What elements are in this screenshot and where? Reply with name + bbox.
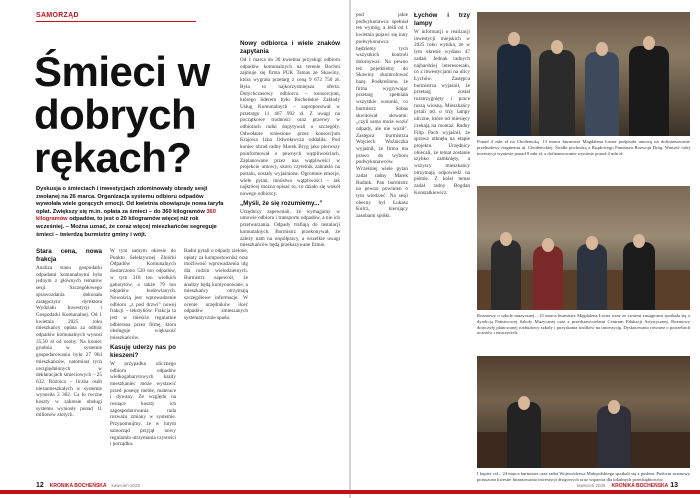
lead-highlight: 360 kilogramów xyxy=(36,208,216,223)
caption-2-text: Rozmowy o szkole muzycznej... 25 marca burmistrz Magdalena Łacna wraz ze swoimi zastępcami spotkała się z dyrekcją Państwowej Szkoły Muzycznej oraz z przedstawicielami Centrum Edukacji Artystycznej. Rozmowy dotyczyły planowanej rozbudowy szkoły i pozyskania środków na inwestycję. Dyskutowano również o potrzebach uczniów i nauczycieli. xyxy=(477,313,690,336)
col4-text: Od 1 marca do 30 kwietnia przysługi odbioru odpadów komunalnych na terenie Bochni zajmuje się firma PUK Tamas ze Skawiny, która wygrała przetarg z ceną 9 672 750 zł. Była to najkorzystniejsza oferta. Dotychczasowy odbiorca – konsorcjum, którego liderem było Bocheńskie Zakłady Usług Komunalnych – zaproponował w przetargu 11 467 992 zł. Z uwagi na początkowe trudności oraz przerwy w odbiorach radni dopytywali o szczegóły. Odwołanie wniesione przez konsorcjum Krajowa Izba Odwoławcza oddaliła. Pod koniec obrad radny Marek Bryg jako pierwszy poinformował o pewnych wątpliwościach. Zaplanowane przez nas wątpliwości w projekcie umowy, skoro czytelnik zabrakło na portalu, zostały wyjaśnione. Ogromnie emocje, wiele pytań, mnóstwo wątpliwości – tak najkrócej można opisać to, co działo się wokół nowego odbiorcy. xyxy=(240,57,340,198)
footer-left xyxy=(36,482,140,489)
brand-right: KRONIKA BOCHEŃSKA xyxy=(611,483,669,489)
date-right: kwiecień 2025 xyxy=(577,483,606,488)
caption-1 xyxy=(477,139,690,156)
col6-text: W informacji o realizacji inwestycji miejskich w 2025 roku wynika, że w tym okresie wydano 47 zadań. Jednak radnych najbardziej interesowało, co z inwestycjami na ulicy Łychów. Zastępca burmistrza wyjaśnił, że przetarg został rozstrzygnięty i prace ruszą wiosną. Mieszkańcy pytali też o trzy lampy uliczne, które od miesięcy czekają na montaż. Radny Filip Pach wyjaśnił, że sprawa utknęła na etapie projektu. Urzędnicy obiecali, że temat zostanie szybko zamknięty, a wszyscy mieszkańcy otrzymają odpowiedź na piśmie. Z kolei temat zadał radny Bogdan Konstatkiewicz. xyxy=(414,29,470,196)
section-rule xyxy=(36,21,196,22)
section-label: SAMORZĄD xyxy=(36,12,79,19)
brand-left: KRONIKA BOCHEŃSKA xyxy=(49,483,107,489)
col2-heading: Kasuję uderzy nas po kieszeni? xyxy=(110,343,176,359)
footer-right xyxy=(574,482,678,489)
col3-text: Radni pytali o odpady zielone, opłaty za kompostowniki oraz możliwość wprowadzenia ulg dla rodzin wielodzietnych. Burmistrz zapewnił, że analizy będą kontynuowane, a mieszkańcy otrzymają szczegółowe informacje. W ocenie urzędników ilość odpadów zmieszanych systematycznie spada. xyxy=(184,248,248,322)
column-3 xyxy=(184,248,248,486)
column-5 xyxy=(356,12,408,486)
caption-3 xyxy=(477,471,690,483)
col1-text: Analiza stanu gospodarki odpadami komunalnymi była jednym z głównych tematów sesji. Szczegółowego sprawozdania dokonała zastępczyni dyrektora Wydziału Inwestycji i Gospodarki Komunalnej. Od 1 kwietnia 2025 roku mieszkańcy opłata za odbiór odpadów komunalnych wynosi 35,50 zł od osoby. Na koniec grudnia w systemie gospodarowania było 27 964 mieszkańców, natomiast tych uwzględnionych w deklaracjach śmieciowych – 25 632. Różnica – liczba osób niezamieszkałych w systemie wynosiła 2 302. Ca ło roczne koszty w zakresie obsługi systemu wyniosły ponad 11 milionów złotych. xyxy=(36,265,102,419)
lead-end: odpadów, to jest o 20 kilogramów więcej niż rok wcześniej. – Można uznać, że coraz więcej mieszkańców segreguje śmieci – twierdzą burmistrz gminy i wójt. xyxy=(36,216,217,238)
page-gutter xyxy=(349,0,351,498)
column-1 xyxy=(36,248,102,486)
date-left: kwiecień 2025 xyxy=(111,483,140,488)
article-lead xyxy=(36,186,228,239)
col4-heading: Nowy odbiorca i wiele znaków zapytania xyxy=(240,40,340,55)
col2-text: W tym samym okresie do Punktu Selektywnej Zbiórki Odpadów Komunalnych dostarczono 520 ton odpadów, w tym 318 ton wielkich gabarytów, a także 79 ton odpadów budowlanych. Nowością jest wprowadzenie odbioru „z pod drzwi” nowej frakcji – tekstyliów. Frakcja ta jest w mieście regularnie odbierana przez firmę, która obsługuje większość mieszkańców. xyxy=(110,248,176,342)
photo-music-school-meeting xyxy=(477,186,690,310)
col5-text: pod jakie podwykonawca spełniał ten wymóg, a Jeśli od 1 kwietnia pojawi się inny podwykonawca będziemy tych wszystkich kontroli dokonywać. Na pewno też pojedziemy do Skawiny skontrolować bazę. Podkreślono, że firma wygrywając przetarg spełniała wszystkie warunki, co burmistrz Sobas skwitował słowami: „czyli sama może wozić odpady, ale nie woził”. Zastępca burmistrza Wojciech Woźniczka wyjaśnił, że firma ma prawo do wyboru podwykonawców. Wcześniej wiele pytań zadał radny Marek Rudnik. Pan burmistrz na pewno powinien o tym wiedzieć. Na sesji obecny był Łukasz Kolcz, kierujący zasobami spółki. xyxy=(356,12,408,220)
caption-3-text: I kupiec od... 24 marca burmistrz oraz radni Województwa Małopolskiego spotkali się z posłem. Podczas rozmowy poruszono kwestie finansowania inwestycji drogowych oraz wsparcia dla lokalnych przedsiębiorców. xyxy=(477,471,690,482)
column-2 xyxy=(110,248,176,486)
col4-text2: Urzędnicy zapewniali, że wymagamy w umowie odbioru i transportu odpadów, a nie ich przetwarzania. Odpady trafiają do instalacji komunalnych. Burmistrz przekonywał, że zależy nam na współpracy, a wszelkie uwagi mieszkańców będą przekazywane firmie. xyxy=(240,208,340,249)
caption-2 xyxy=(477,313,690,336)
col2-text2: W przypadku ulicznego odbioru odpadów wielkogabarytowych każdy mieszkaniec może wystawić przed posesję meble, materace i dywany. Ze względu na rosnące koszty ich zagospodarowania rada rozważa zmiany w systemie. Przypomnijmy, że w lutym samorząd przyjął nowy regulamin utrzymania czystości i porządku. xyxy=(110,360,176,448)
column-6 xyxy=(414,12,470,486)
lead-text: Dyskusja o śmieciach i inwestycjach zdominowały obrady sesji zwołanej na 26 marca. Organizacja systemu odbioru odpadów wywołała wiele gorących emocji. Od kwietnia obowiązuje nowa taryfa opłat. Zwiększy się m.in. opłata za śmieci – do 360 kilogramów xyxy=(36,186,224,215)
photo-meeting-room xyxy=(477,356,690,468)
col6-heading: Łychów i trzy lampy xyxy=(414,12,470,27)
photo-contract-signing xyxy=(477,12,690,136)
article-headline: Śmieci w dobrych rękach? xyxy=(34,48,210,181)
caption-1-text: Ponad 4 mln zł na Chodenicką. 13 marca burmistrz Magdalena Łacna podpisała umowę na dofinansowanie przebudowy fragmentu ul. Chodenickiej. Środki pochodzą z Rządowego Funduszu Rozwoju Dróg. Wartość całej inwestycji wyniesie ponad 8 mln zł, a dofinansowanie wyniesie ponad 4 mln zł. xyxy=(477,139,690,156)
col1-heading: Stara cena, nowa frakcja xyxy=(36,248,102,263)
page-number-left: 12 xyxy=(36,482,44,489)
column-4 xyxy=(240,40,340,486)
page-number-right: 13 xyxy=(670,482,678,489)
col4-heading2: „Myśli, że się rozumiemy...” xyxy=(240,199,323,207)
bottom-accent-bar xyxy=(0,490,700,494)
